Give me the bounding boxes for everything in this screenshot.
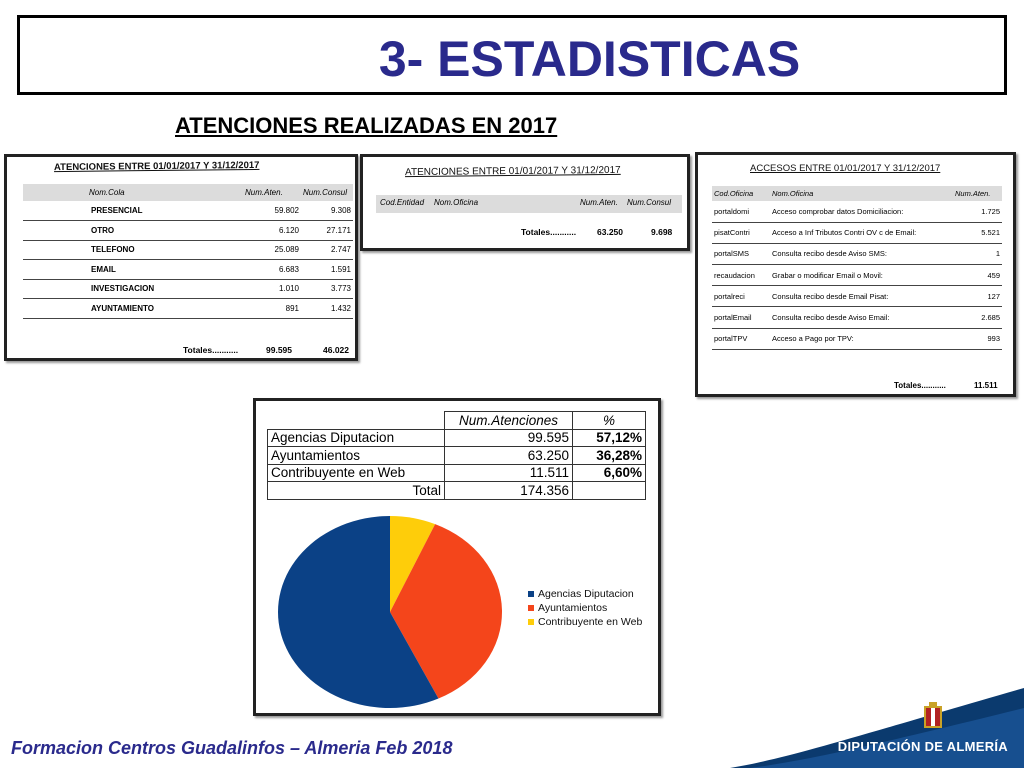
column-header: Nom.Oficina (434, 198, 479, 207)
table-cell: PRESENCIAL (23, 201, 243, 221)
table-cell: 6.683 (243, 260, 301, 280)
total-value: 11.511 (974, 381, 998, 390)
table-cell: portalTPV (712, 328, 770, 349)
table-row (712, 222, 1002, 243)
total-label: Total (268, 482, 445, 500)
table-cell: 2.685 (953, 307, 1002, 328)
table-cell: Acceso comprobar datos Domiciliacion: (770, 201, 953, 222)
table-cell: Consulta recibo desde Aviso Email: (770, 307, 953, 328)
legend-swatch (528, 591, 534, 597)
table-cell: 27.171 (301, 221, 353, 241)
total-aten: 63.250 (597, 227, 623, 237)
table-cell: Consulta recibo desde Aviso SMS: (770, 243, 953, 264)
table-cell: 25.089 (243, 240, 301, 260)
column-header: Num.Consul (301, 184, 353, 201)
table-cell: 6,60% (573, 464, 646, 482)
total-value: 174.356 (445, 482, 573, 500)
legend-label: Ayuntamientos (538, 602, 608, 614)
table-row (23, 201, 353, 221)
accesos-web-panel (695, 152, 1016, 397)
panel-header: ATENCIONES ENTRE 01/01/2017 Y 31/12/2017 (53, 159, 260, 174)
totals-label: Totales........... (521, 227, 577, 237)
table-cell: 6.120 (243, 221, 301, 241)
table-cell: 99.595 (445, 429, 573, 447)
table-cell: Grabar o modificar Email o Movil: (770, 265, 953, 286)
table-row (712, 243, 1002, 264)
colas-table (23, 184, 353, 319)
table-cell: 57,12% (573, 429, 646, 447)
table-row (23, 240, 353, 260)
table-row (23, 279, 353, 299)
table-cell: pisatContri (712, 222, 770, 243)
column-header: Num.Aten. (580, 198, 618, 207)
table-row (23, 221, 353, 241)
table-cell: portaldomi (712, 201, 770, 222)
table-cell: portalreci (712, 286, 770, 307)
table-cell: Contribuyente en Web (268, 464, 445, 482)
table-row (23, 299, 353, 319)
table-cell: 2.747 (301, 240, 353, 260)
legend-swatch (528, 619, 534, 625)
table-row (23, 260, 353, 280)
pie-chart (256, 401, 658, 713)
total-consul: 9.698 (651, 227, 673, 237)
table-cell: 1.432 (301, 299, 353, 319)
column-header: Num.Aten. (243, 184, 301, 201)
table-cell: 1 (953, 243, 1002, 264)
column-header: Num.Consul (627, 198, 672, 207)
table-row (712, 307, 1002, 328)
table-cell: recaudacion (712, 265, 770, 286)
table-row (712, 265, 1002, 286)
table-cell: Acceso a Pago por TPV: (770, 328, 953, 349)
slide-subtitle: ATENCIONES REALIZADAS EN 2017 (175, 113, 558, 138)
panel-header: ATENCIONES ENTRE 01/01/2017 Y 31/12/2017 (404, 164, 621, 179)
title-box (17, 15, 1007, 95)
slide-title: 3- ESTADISTICAS (378, 31, 801, 87)
table-cell: AYUNTAMIENTO (23, 299, 243, 319)
totals-label: Totales........... (183, 345, 239, 355)
footer-text: Formacion Centros Guadalinfos – Almeria Feb 2018 (11, 738, 453, 758)
table-cell: 1.010 (243, 279, 301, 299)
column-header-row (376, 195, 682, 213)
column-header: % (573, 412, 646, 430)
column-header: Nom.Cola (23, 184, 243, 201)
table-cell: 993 (953, 328, 1002, 349)
table-cell: portalEmail (712, 307, 770, 328)
table-cell: Consulta recibo desde Email Pisat: (770, 286, 953, 307)
column-header: Cod.Oficina (712, 186, 770, 201)
table-cell: Agencias Diputacion (268, 429, 445, 447)
table-cell: 1.591 (301, 260, 353, 280)
column-header: Nom.Oficina (770, 186, 953, 201)
table-cell: 459 (953, 265, 1002, 286)
table-row (712, 286, 1002, 307)
diputacion-logo (730, 688, 1024, 768)
table-cell: 5.521 (953, 222, 1002, 243)
logo-text: DIPUTACIÓN DE ALMERÍA (837, 739, 1008, 754)
table-cell: portalSMS (712, 243, 770, 264)
table-cell: 127 (953, 286, 1002, 307)
table-cell: 59.802 (243, 201, 301, 221)
panel-header: ACCESOS ENTRE 01/01/2017 Y 31/12/2017 (750, 163, 941, 174)
column-header: Num.Aten. (953, 186, 1002, 201)
total-aten: 99.595 (266, 345, 292, 355)
table-cell: OTRO (23, 221, 243, 241)
legend-swatch (528, 605, 534, 611)
table-row (712, 201, 1002, 222)
total-consul: 46.022 (323, 345, 349, 355)
table-cell: INVESTIGACION (23, 279, 243, 299)
legend-label: Agencias Diputacion (538, 588, 634, 600)
table-cell: 63.250 (445, 447, 573, 465)
summary-chart-panel (253, 398, 661, 716)
table-cell: 891 (243, 299, 301, 319)
table-cell: Ayuntamientos (268, 447, 445, 465)
table-cell: 1.725 (953, 201, 1002, 222)
column-header: Cod.Entidad (380, 198, 425, 207)
atenciones-colas-panel (4, 154, 358, 361)
table-row (712, 328, 1002, 349)
table-cell: TELEFONO (23, 240, 243, 260)
table-cell: 9.308 (301, 201, 353, 221)
table-cell: Acceso a Inf Tributos Contri OV c de Email: (770, 222, 953, 243)
table-cell: 36,28% (573, 447, 646, 465)
table-cell: 3.773 (301, 279, 353, 299)
table-cell: 11.511 (445, 464, 573, 482)
totals-label: Totales........... (894, 381, 946, 390)
atenciones-oficinas-panel (360, 154, 690, 251)
accesos-table (712, 186, 1002, 350)
column-header: Num.Atenciones (445, 412, 573, 430)
legend-label: Contribuyente en Web (538, 616, 643, 628)
table-cell: EMAIL (23, 260, 243, 280)
